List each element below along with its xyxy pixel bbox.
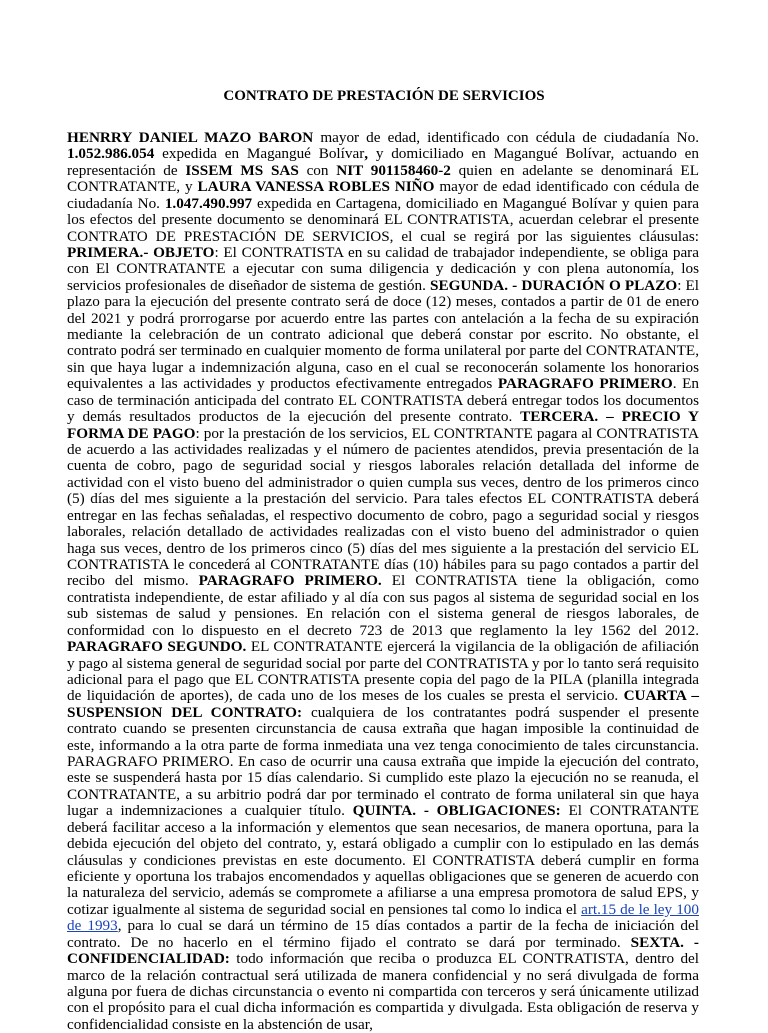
bold-text-segment: NIT 901158460-2 [336, 161, 451, 179]
text-segment: El CONTRATANTE deberá facilitar acceso a la información y elementos que sean necesarios, de manera oportuna, para la debida ejecución del objeto del contrato, y, estará obligado a cumplir con lo estipulado en las demás cláusulas y condiciones previstas en este documento. El CONTRATISTA deberá cumplir en forma eficiente y oportuna los trabajos encomendados y aquellas obligaciones que se generen de acuerdo con la naturaleza del servicio, además se compromete a afiliarse a una empresa promotora de salud EPS, y cotizar igualmente al sistema de seguridad social en pensiones tal como lo indica el [67, 802, 700, 918]
text-segment: con [298, 161, 337, 179]
text-segment: EL CONTRATANTE ejercerá la vigilancia de la obligación de afiliación y pago al sistema general de seguridad social por parte del CONTRATISTA y por lo tanto será requisito adicional para el pago que EL CONTRATISTA presente copia del pago de la PILA (planilla integrada de liquidación de aportes), de cada uno de los meses de los cuales se presta el servicio. [67, 638, 700, 705]
text-segment: mayor de edad, identificado con cédula de ciudadanía No. [313, 129, 699, 146]
bold-text-segment: 1.052.986.054 [67, 145, 155, 163]
text-segment: y domiciliado en Magangué Bolívar, actuando en representación de [67, 145, 699, 179]
bold-text-segment: PARAGRAFO PRIMERO. [198, 572, 382, 590]
text-segment: : El CONTRATISTA en su calidad de trabajador independiente, se obliga para con El CONTRATANTE a ejecutar con suma diligencia y dedicación y con plena autonomía, los servicios profesionales de diseñador de sistema de gestión. [67, 243, 699, 294]
bold-text-segment: TERCERA. – PRECIO Y FORMA DE PAGO [67, 408, 700, 442]
bold-text-segment: 1.047.490.997 [164, 194, 253, 212]
bold-text-segment: PARAGRAFO PRIMERO [497, 375, 673, 393]
bold-text-segment: PARAGRAFO SEGUNDO. [67, 638, 247, 656]
text-segment: expedida en Cartagena, domiciliado en Magangué Bolívar y quien para los efectos del presente documento se denominará EL CONTRATISTA, acuerdan celebrar el presente CONTRATO DE PRESTACIÓN DE SERVICIOS, el cual se regirá por las siguientes cláusulas: [67, 194, 699, 245]
text-segment: todo información que reciba o produzca EL CONTRATISTA, dentro del marco de la relación contractual será utilizada de manera confidencial y no será divulgada de forma alguna por fuera de dichas circunstancia o evento ni compartida con terceros y será únicamente utilizad con el propósito para el cual dicha información es compartida y divulgada. Esta obligación de reserva y confidencialidad consiste en la abstención de usar, [67, 950, 699, 1033]
text-segment: cualquiera de los contratantes podrá suspender el presente contrato cuando se presenten circunstancia de causa extraña que hagan imposible la continuidad de este, informando a la otra parte de forma inmediata una vez tenga conocimiento de tales circunstancia. PARAGRAFO PRIMERO. En caso de ocurrir una causa extraña que impide la ejecución del contrato, este se suspenderá hasta por 15 días calendario. Si cumplido este plazo la ejecución no se reanuda, el CONTRATANTE, a su arbitrio podrá dar por terminado el contrato de forma unilateral sin que haya lugar a indemnizaciones a cualquier título. [67, 703, 699, 820]
text-segment: expedida en Magangué Bolívar [154, 145, 365, 163]
text-segment: , para lo cual se dará un término de 15 días contados a partir de la fecha de iniciación del contrato. De no hacerlo en el término fijado el contrato se dará por terminado. [67, 917, 699, 951]
text-segment: . En caso de terminación anticipada del contrato EL CONTRATISTA deberá entregar todos los documentos y demás resultados productos de la ejecución del presente contrato. [67, 375, 699, 426]
bold-text-segment: SEXTA. - CONFIDENCIALIDAD: [67, 933, 699, 968]
text-segment: mayor de edad identificado con cédula de ciudadanía No. [67, 178, 699, 212]
text-segment: quien en adelante se denominará EL CONTRATANTE, y [67, 161, 699, 196]
bold-text-segment: HENRRY DANIEL MAZO BARON [67, 129, 314, 146]
bold-text-segment: CUARTA – SUSPENSION DEL CONTRATO: [67, 687, 699, 721]
bold-text-segment: , [364, 145, 369, 163]
text-segment: : por la prestación de los servicios, EL CONTRTANTE pagara al CONTRATISTA de acuerdo a las actividades realizadas y el número de pacientes atendidos, previa presentación de la cuenta de cobro, pago de seguridad social y riesgos laborales relación detallada del informe de actividad con el visto bueno del administrador o quien cumpla sus veces, dentro de los primeros cinco (5) días del mes siguiente a la prestación del servicio. Para tales efectos EL CONTRATISTA deberá entregar en las fechas señaladas, el respectivo documento de cobro, pago a seguridad social y riesgos laborales, relación detallado de actividades realizadas con el visto bueno del administrador o quien haga sus veces, dentro de los primeros cinco (5) días del mes siguiente a la prestación del servicio EL CONTRATISTA le concederá al CONTRATANTE días (10) hábiles para su pago contados a partir del recibo del mismo. [67, 424, 699, 590]
bold-text-segment: SEGUNDA. - DURACIÓN O PLAZO [430, 276, 678, 294]
text-segment: El CONTRATISTA tiene la obligación, como contratista independiente, de estar afiliado y al día con sus pagos al sistema de seguridad social en los sub sistemas de salud y pensiones. En relación con el sistema general de riesgos laborales, de conformidad con lo dispuesto en el decreto 723 de 2013 que reglamento la ley 1562 del 2012. [67, 572, 699, 639]
text-segment: : El plazo para la ejecución del presente contrato será de doce (12) meses, contados a partir de 01 de enero del 2021 y podrá prorrogarse por acuerdo entre las partes con antelación a la fecha de su expiración mediante la celebración de un contrato adicional que deberá constar por escrito. No obstante, el contrato podrá ser terminado en cualquier momento de forma unilateral por parte del CONTRATANTE, sin que haya lugar a indemnización alguna, caso en el cual se reconocerán solamente los honorarios equivalentes a las actividades y productos efectivamente entregados [67, 276, 700, 393]
contract-title: CONTRATO DE PRESTACIÓN DE SERVICIOS [223, 88, 545, 104]
bold-text-segment: PRIMERA.- OBJETO [67, 243, 215, 261]
bold-text-segment: ISSEM MS SAS [185, 161, 299, 179]
law-reference-link[interactable]: art.15 de le ley 100 de 1993 [67, 900, 699, 935]
bold-text-segment: LAURA VANESSA ROBLES NIÑO [197, 178, 435, 196]
contract-body [67, 130, 699, 1033]
bold-text-segment: QUINTA. - OBLIGACIONES: [352, 802, 561, 820]
